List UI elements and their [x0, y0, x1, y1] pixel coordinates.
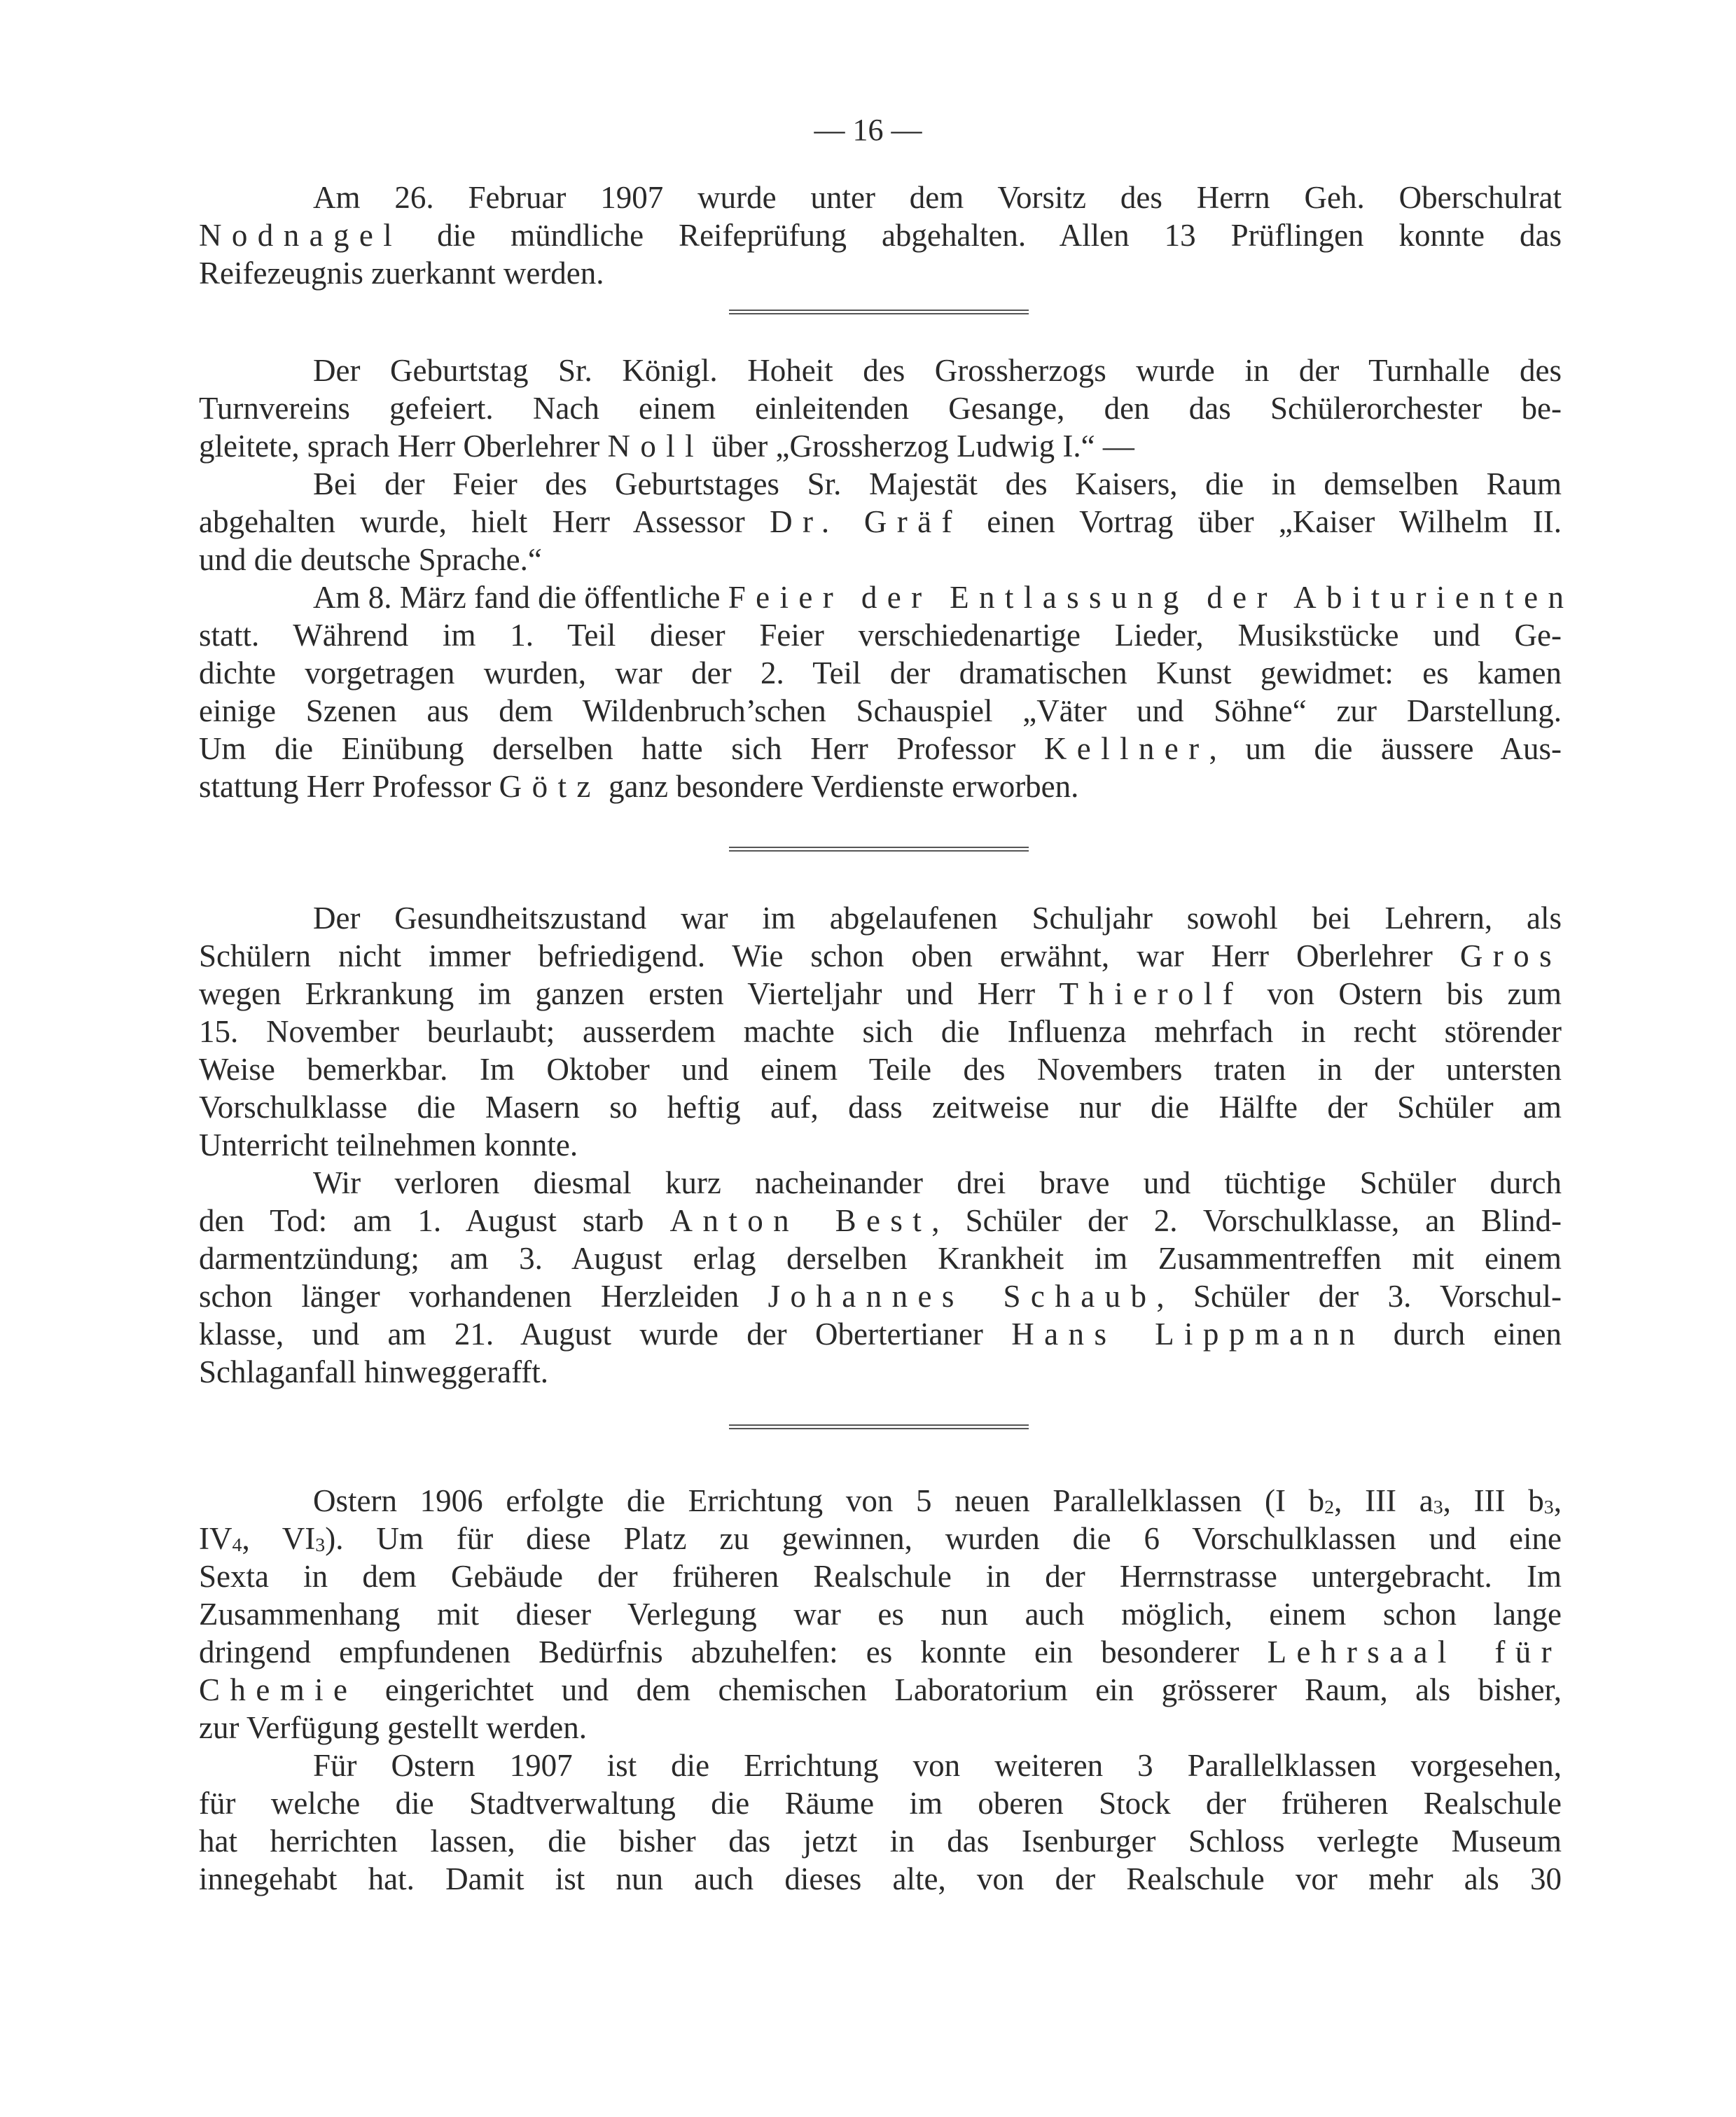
- paragraph-reifepruefung: [199, 179, 1562, 292]
- text-line: 15. November beurlaubt; ausserdem machte sich die Influenza mehrfach in recht störender: [199, 1014, 1562, 1049]
- name-graef: Gräf: [863, 504, 962, 539]
- name-goetz: Götz: [499, 769, 601, 804]
- text-line: innegehabt hat. Damit ist nun auch dieses alte, von der Realschule vor mehr als 30: [199, 1861, 1562, 1896]
- text-line: Der Geburtstag Sr. Königl. Hoheit des Grossherzogs wurde in der Turnhalle des: [313, 353, 1562, 388]
- section-divider: [729, 309, 1029, 315]
- name-kellner: Kellner: [1043, 731, 1209, 766]
- emphasis-lehrsaal-fuer: Lehrsaal für: [1267, 1634, 1562, 1670]
- page-number: — 16 —: [814, 113, 922, 147]
- text-line: Unterricht teilnehmen konnte.: [199, 1127, 578, 1162]
- text-line: zur Verfügung gestellt werden.: [199, 1710, 587, 1745]
- text-line: hat herrichten lassen, die bisher das jetzt in das Isenburger Schloss verlegte Museum: [199, 1824, 1562, 1859]
- text-line: Um die Einübung derselben hatte sich Herr Professor Kellner, um die äussere Aus-: [199, 731, 1562, 766]
- paragraph-gesundheitszustand: [199, 899, 1562, 1391]
- text-line: Reifezeugnis zuerkannt werden.: [199, 256, 604, 291]
- name-gros: Gros: [1459, 938, 1562, 973]
- text-line: dringend empfundenen Bedürfnis abzuhelfen: es konnte ein besonderer Lehrsaal für: [199, 1634, 1562, 1670]
- text-line: Am 8. März fand die öffentliche Feier der Entlassung der Abiturienten: [313, 580, 1574, 615]
- text-line: gleitete, sprach Herr Oberlehrer Noll über „Grossherzog Ludwig I.“ —: [199, 429, 1134, 464]
- text-line: Vorschulklasse die Masern so heftig auf, dass zeitweise nur die Hälfte der Schüler am: [199, 1090, 1562, 1125]
- section-divider: [729, 846, 1029, 852]
- text-line: Chemie eingerichtet und dem chemischen Laboratorium ein grösserer Raum, als bisher,: [199, 1672, 1562, 1707]
- text-line: Zusammenhang mit dieser Verlegung war es nun auch möglich, einem schon lange: [199, 1597, 1562, 1632]
- text-line: schon länger vorhandenen Herzleiden Johannes Schaub, Schüler der 3. Vorschul-: [199, 1279, 1562, 1314]
- text-line: Sexta in dem Gebäude der früheren Realschule in der Herrnstrasse untergebracht. Im: [199, 1559, 1562, 1594]
- text-line: und die deutsche Sprache.“: [199, 542, 542, 577]
- text-line: abgehalten wurde, hielt Herr Assessor Dr. Gräf einen Vortrag über „Kaiser Wilhelm II.: [199, 504, 1562, 539]
- text-line: Wir verloren diesmal kurz nacheinander drei brave und tüchtige Schüler durch: [313, 1165, 1562, 1200]
- text-line: den Tod: am 1. August starb Anton Best, Schüler der 2. Vorschulklasse, an Blind-: [199, 1203, 1562, 1238]
- paragraph-feiern: [199, 352, 1574, 805]
- text-line: stattung Herr Professor Götz ganz besondere Verdienste erworben.: [199, 769, 1079, 804]
- text-line: Am 26. Februar 1907 wurde unter dem Vorsitz des Herrn Geh. Oberschulrat: [313, 180, 1562, 215]
- name-hans-lippmann: Hans Lippmann: [1011, 1317, 1366, 1352]
- name-nodnagel: Nodnagel: [199, 218, 403, 253]
- text-line: darmentzündung; am 3. August erlag derselben Krankheit im Zusammentreffen mit einem: [199, 1241, 1562, 1276]
- text-line: klasse, und am 21. August wurde der Obertertianer Hans Lippmann durch einen: [199, 1317, 1562, 1352]
- text-line: Schlaganfall hinweggerafft.: [199, 1354, 548, 1389]
- name-anton-best: Anton Best: [669, 1203, 932, 1238]
- text-line: Schülern nicht immer befriedigend. Wie schon oben erwähnt, war Herr Oberlehrer Gros: [199, 938, 1562, 973]
- text-line: wegen Erkrankung im ganzen ersten Vierteljahr und Herr Thierolf von Ostern bis zum: [199, 976, 1562, 1011]
- text-line: Ostern 1906 erfolgte die Errichtung von 5 neuen Parallelklassen (I b2, III a3, III b3,: [313, 1483, 1562, 1518]
- section-divider: [729, 1424, 1029, 1430]
- text-line: einige Szenen aus dem Wildenbruch’schen Schauspiel „Väter und Söhne“ zur Darstellung.: [199, 693, 1562, 728]
- text-line: Für Ostern 1907 ist die Errichtung von weiteren 3 Parallelklassen vorgesehen,: [313, 1748, 1562, 1783]
- text-line: Weise bemerkbar. Im Oktober und einem Teile des Novembers traten in der untersten: [199, 1052, 1562, 1087]
- emphasis-feier-der-entlassung: Feier der Entlassung der Abiturienten: [728, 580, 1574, 615]
- text-line: Der Gesundheitszustand war im abgelaufenen Schuljahr sowohl bei Lehrern, als: [313, 901, 1562, 936]
- text-line: Nodnagel die mündliche Reifeprüfung abgehalten. Allen 13 Prüflingen konnte das: [199, 218, 1562, 253]
- text-line: Bei der Feier des Geburtstages Sr. Majestät des Kaisers, die in demselben Raum: [313, 466, 1562, 501]
- name-johannes-schaub: Johannes Schaub: [768, 1279, 1157, 1314]
- text-line: statt. Während im 1. Teil dieser Feier verschiedenartige Lieder, Musikstücke und Ge-: [199, 618, 1562, 653]
- name-dr: Dr.: [770, 504, 840, 539]
- paragraph-parallelklassen: [199, 1482, 1562, 1898]
- name-thierolf: Thierolf: [1059, 976, 1244, 1011]
- text-line: Turnvereins gefeiert. Nach einem einleitenden Gesange, den das Schülerorchester be-: [199, 391, 1562, 426]
- emphasis-chemie: Chemie: [199, 1672, 358, 1707]
- text-line: dichte vorgetragen wurden, war der 2. Teil der dramatischen Kunst gewidmet: es kamen: [199, 655, 1562, 690]
- text-line: für welche die Stadtverwaltung die Räume im oberen Stock der früheren Realschule: [199, 1786, 1562, 1821]
- text-line: IV4, VI3). Um für diese Platz zu gewinnen, wurden die 6 Vorschulklassen und eine: [199, 1521, 1562, 1556]
- name-noll: Noll: [607, 429, 704, 464]
